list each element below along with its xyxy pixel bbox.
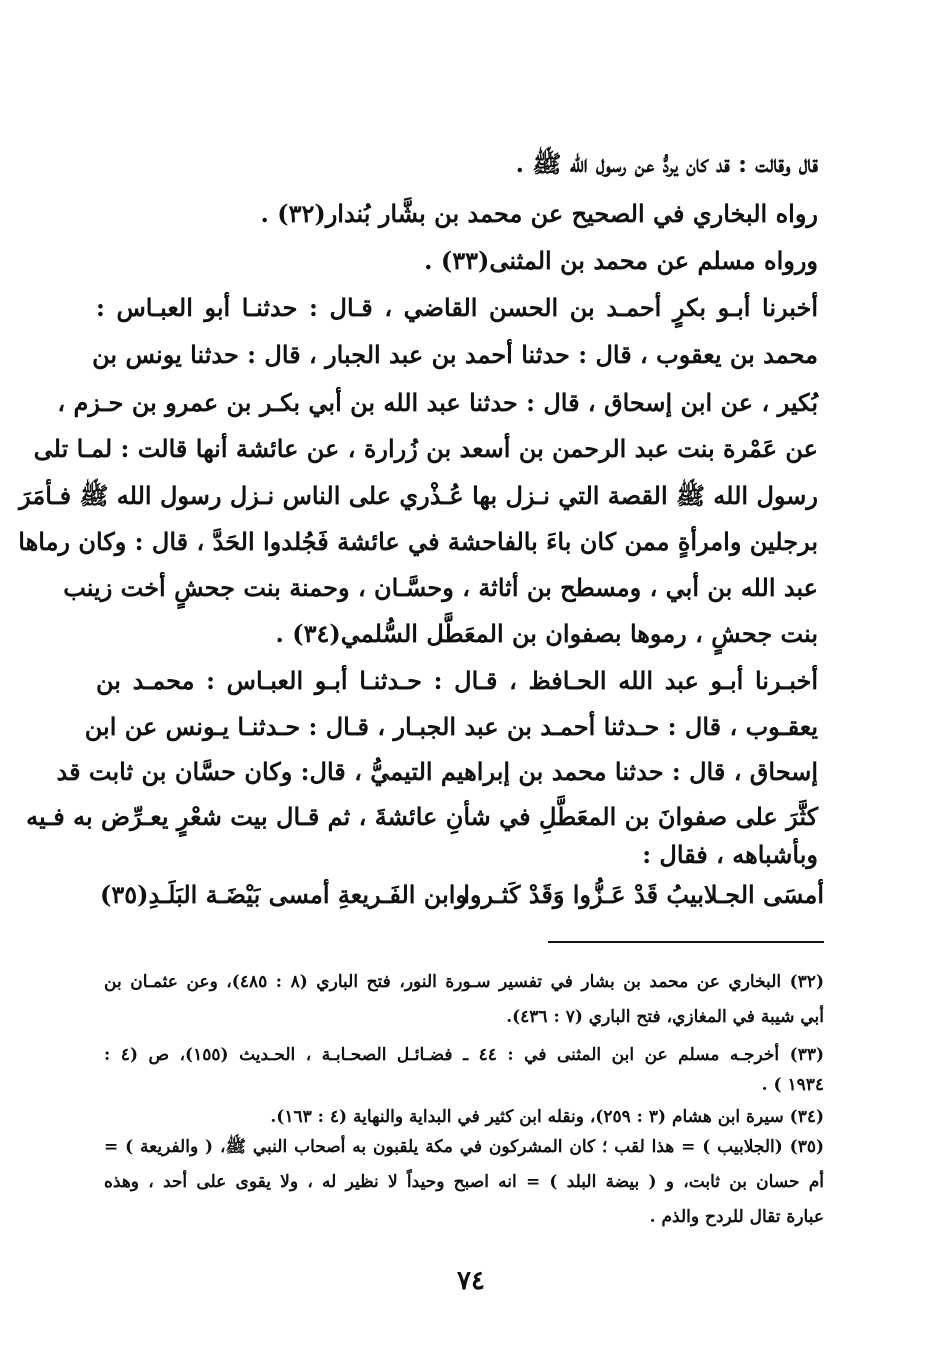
body-line: قال وقالت : قد كان يردُّ عن رسول الله ﷺ . <box>515 149 818 178</box>
body-line: بنت جحشٍ ، رموها بصفوان بن المعَطَّل السُّلمي(٣٤) . <box>275 619 818 648</box>
body-line: بُكير ، عن ابن إسحاق ، قال : حدثنا عبد الله بن أبي بكـر بن عمرو بن حـزم ، <box>57 388 818 417</box>
footnote-line: عبارة تقال للردح والذم . <box>649 1207 824 1227</box>
body-line: محمد بن يعقوب ، قال : حدثنا أحمد بن عبد الجبار ، قال : حدثنا يونس بن <box>92 340 818 369</box>
footnote-line: ١٩٣٤ ) . <box>761 1075 824 1095</box>
footnote-line: (٣٥) (الجلابيب ) = هذا لقب ؛ كان المشركون في مكة يلقبون به أصحاب النبي ﷺ، ( والفريعة ) = <box>104 1137 824 1157</box>
body-line: عن عَمْرة بنت عبد الرحمن بن أسعد بن زُرارة ، عن عائشة أنها قالت : لمـا تلى <box>33 434 818 463</box>
page-number: ٧٤ <box>457 1266 485 1296</box>
verse-second-hemistich: وابن الفَـريعةِ أمسى بَيْضَـة البَلَـدِ(٣٥) <box>100 880 468 909</box>
body-line: وبأشباهه ، فقال : <box>642 840 818 869</box>
poetry-verse <box>100 873 824 917</box>
body-line: عبد الله بن أبي ، ومسطح بن أثاثة ، وحسَّـان ، وحمنة بنت جحشٍ أخت زينب <box>63 573 818 602</box>
footnote-line: (٣٣) أخرجـه مسلم عن ابن المثنى في : ٤٤ ـ فضـائـل الصحـابـة ، الحـديث (١٥٥)، ص (٤ : <box>104 1045 824 1065</box>
body-line: أخبرنا أبـو بكرٍ أحمـد بن الحسن القاضي ، قـال : حدثنـا أبو العبـاس : <box>96 293 818 322</box>
body-line: أخبـرنا أبـو عبد الله الحـافظ ، قـال : حـدثنـا أبـو العبـاس : محمـد بن <box>96 666 818 695</box>
footnote-line: أم حسان بن ثابت، و ( بيضة البلد ) = انه اصبح وحيداً لا نظير له ، ولا يقوى على أحد ، وهذه <box>104 1172 824 1192</box>
body-line: رسول الله ﷺ القصة التي نـزل بها عُـذْري على الناس نـزل رسول الله ﷺ فـأمَرَ <box>19 481 818 510</box>
body-line: كثَّرَ على صفوانَ بن المعَطَّلِ في شأنِ عائشةَ ، ثم قـال بيت شعْرٍ يعـرِّض به فـيه <box>26 802 818 831</box>
footnote-line: (٣٤) سيرة ابن هشام (٣ : ٢٥٩)، ونقله ابن كثير في البداية والنهاية (٤ : ١٦٣). <box>270 1107 824 1127</box>
verse-first-hemistich: أمسَى الجـلابيبُ قَدْ عَـزُّوا وَقَدْ كَثـروا <box>463 880 824 909</box>
body-line: برجلين وامرأةٍ ممن كان باءَ بالفاحشة في عائشة فَجُلدوا الحَدَّ ، قال : وكان رماها <box>18 527 818 556</box>
body-line: ورواه مسلم عن محمد بن المثنى(٣٣) . <box>424 246 818 275</box>
body-line: رواه البخاري في الصحيح عن محمد بن بشَّار بُندار(٣٢) . <box>260 199 818 228</box>
body-line: يعقـوب ، قال : حـدثنا أحمـد بن عبد الجبـار ، قـال : حـدثنـا يـونس عن ابن <box>84 712 818 741</box>
footnote-line: (٣٢) البخاري عن محمد بن بشار في تفسير سـورة النور، فتح الباري (٨ : ٤٨٥)، وعن عثمـان بن <box>104 972 824 992</box>
footnote-divider <box>548 941 824 943</box>
body-line: إسحاق ، قال : حدثنا محمد بن إبراهيم التيميُّ ، قال: وكان حسَّان بن ثابت قد <box>56 757 818 786</box>
footnote-line: أبي شيبة في المغازي، فتح الباري (٧ : ٤٣٦). <box>506 1007 824 1027</box>
